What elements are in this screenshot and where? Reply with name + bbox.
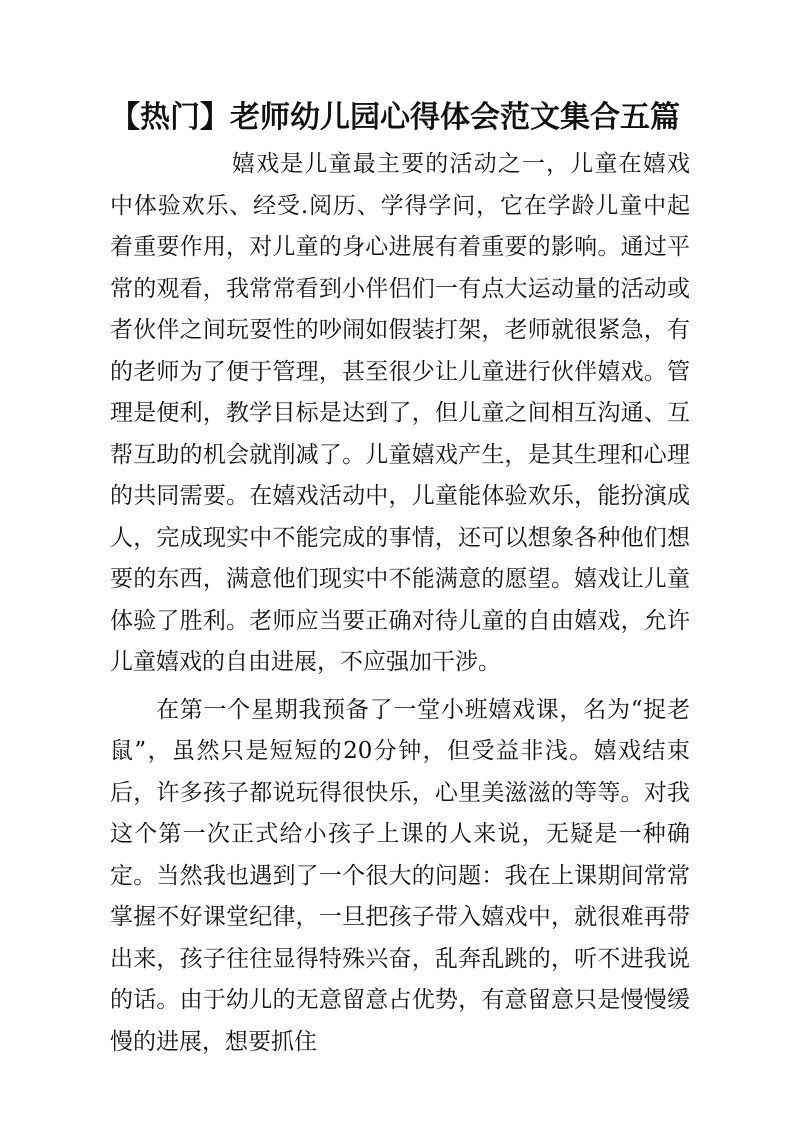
paragraph-1: 嬉戏是儿童最主要的活动之一，儿童在嬉戏中体验欢乐、经受.阅历、学得学问，它在学龄儿童中起着重要作用，对儿童的身心进展有着重要的影响。通过平常的观看，我常常看到小伴侣们一有点大运动量的活动或者伙伴之间玩耍性的吵闹如假装打架，老师就很紧急，有的老师为了便于管理，甚至很少让儿童进行伙伴嬉戏。管理是便利，教学目标是达到了，但儿童之间相互沟通、互帮互助的机会就削减了。儿童嬉戏产生，是其生理和心理的共同需要。在嬉戏活动中，儿童能体验欢乐，能扮演成人，完成现实中不能完成的事情，还可以想象各种他们想要的东西，满意他们现实中不能满意的愿望。嬉戏让儿童体验了胜利。老师应当要正确对待儿童的自由嬉戏，允许儿童嬉戏的自由进展，不应强加干涉。 <box>110 151 690 675</box>
document-title: 【热门】老师幼儿园心得体会范文集合五篇 <box>110 100 680 135</box>
document-body <box>110 144 690 1063</box>
paragraph-2: 在第一个星期我预备了一堂小班嬉戏课，名为“捉老鼠”，虽然只是短短的20分钟，但受益非浅。嬉戏结束后，许多孩子都说玩得很快乐，心里美滋滋的等等。对我这个第一次正式给小孩子上课的人来说，无疑是一种确定。当然我也遇到了一个很大的问题：我在上课期间常常掌握不好课堂纪律，一旦把孩子带入嬉戏中，就很难再带出来，孩子往往显得特殊兴奋，乱奔乱跳的，听不进我说的话。由于幼儿的无意留意占优势，有意留意只是慢慢缓慢的进展，想要抓住 <box>110 696 690 1055</box>
